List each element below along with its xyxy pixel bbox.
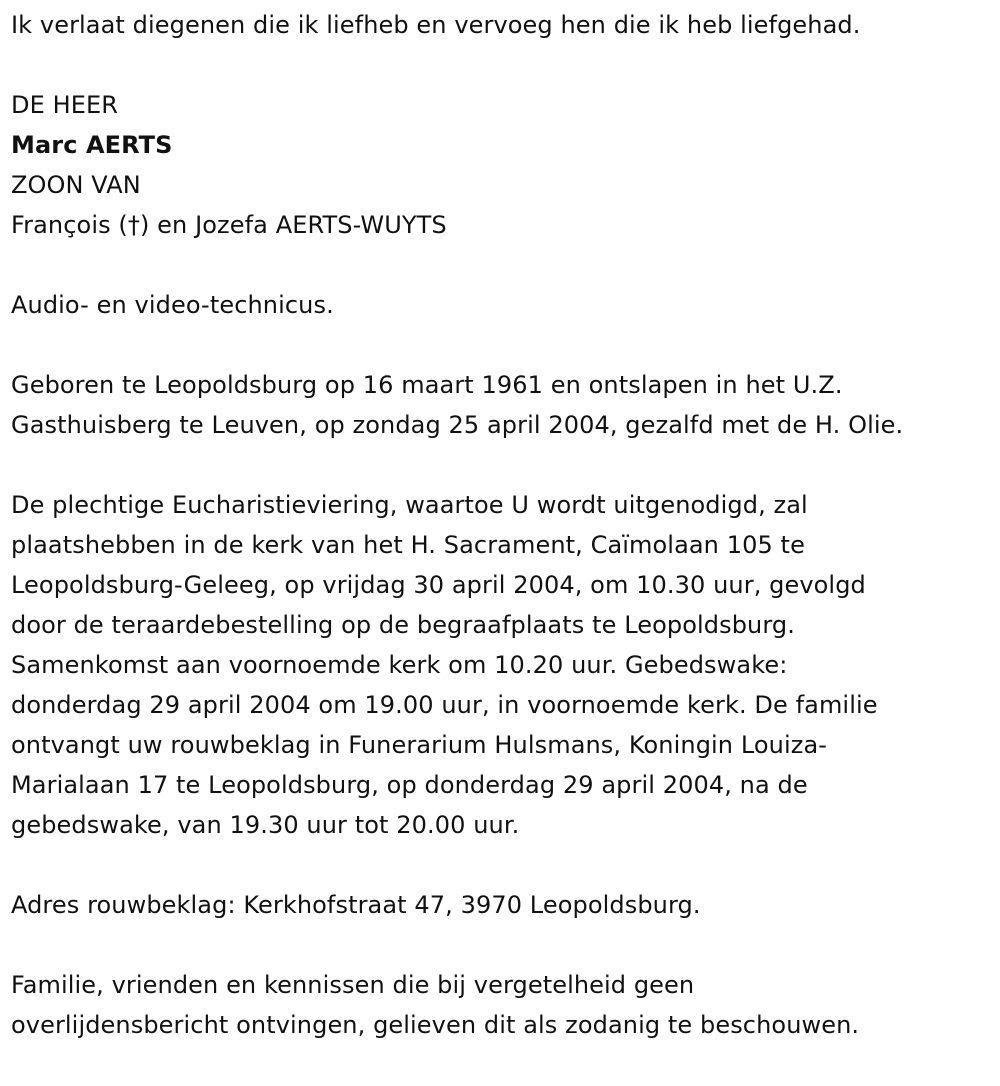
relation-label: ZOON VAN bbox=[11, 171, 141, 199]
ceremony-paragraph bbox=[11, 485, 991, 845]
paragraph-line: donderdag 29 april 2004 om 19.00 uur, in voornoemde kerk. De familie bbox=[11, 691, 878, 719]
spacer bbox=[11, 845, 991, 885]
paragraph-line: De plechtige Eucharistieviering, waartoe U wordt uitgenodigd, zal bbox=[11, 491, 808, 519]
spacer bbox=[11, 45, 991, 85]
spacer bbox=[11, 245, 991, 285]
paragraph-line: Gasthuisberg te Leuven, op zondag 25 april 2004, gezalfd met de H. Olie. bbox=[11, 411, 904, 439]
paragraph-line: door de teraardebestelling op de begraafplaats te Leopoldsburg. bbox=[11, 611, 795, 639]
paragraph-line: Marialaan 17 te Leopoldsburg, op donderdag 29 april 2004, na de bbox=[11, 771, 808, 799]
parents-names: François (†) en Jozefa AERTS-WUYTS bbox=[11, 211, 447, 239]
paragraph-line: Samenkomst aan voornoemde kerk om 10.20 uur. Gebedswake: bbox=[11, 651, 788, 679]
profession: Audio- en video-technicus. bbox=[11, 291, 334, 319]
closing-paragraph bbox=[11, 965, 991, 1045]
paragraph-line: overlijdensbericht ontvingen, gelieven dit als zodanig te beschouwen. bbox=[11, 1011, 860, 1039]
paragraph-line: Familie, vrienden en kennissen die bij vergetelheid geen bbox=[11, 971, 695, 999]
spacer bbox=[11, 445, 991, 485]
spacer bbox=[11, 925, 991, 965]
obituary-notice bbox=[11, 0, 991, 1045]
paragraph-line: gebedswake, van 19.30 uur tot 20.00 uur. bbox=[11, 811, 520, 839]
condolence-address: Adres rouwbeklag: Kerkhofstraat 47, 3970 Leopoldsburg. bbox=[11, 891, 701, 919]
deceased-name: Marc AERTS bbox=[11, 131, 173, 159]
paragraph-line: ontvangt uw rouwbeklag in Funerarium Hulsmans, Koningin Louiza- bbox=[11, 731, 828, 759]
birth-death-paragraph bbox=[11, 365, 991, 445]
motto: Ik verlaat diegenen die ik liefheb en vervoeg hen die ik heb liefgehad. bbox=[11, 11, 861, 39]
paragraph-line: Leopoldsburg-Geleeg, op vrijdag 30 april 2004, om 10.30 uur, gevolgd bbox=[11, 571, 866, 599]
paragraph-line: plaatshebben in de kerk van het H. Sacrament, Caïmolaan 105 te bbox=[11, 531, 805, 559]
paragraph-line: Geboren te Leopoldsburg op 16 maart 1961 en ontslapen in het U.Z. bbox=[11, 371, 843, 399]
spacer bbox=[11, 325, 991, 365]
honorific-title: DE HEER bbox=[11, 91, 119, 119]
